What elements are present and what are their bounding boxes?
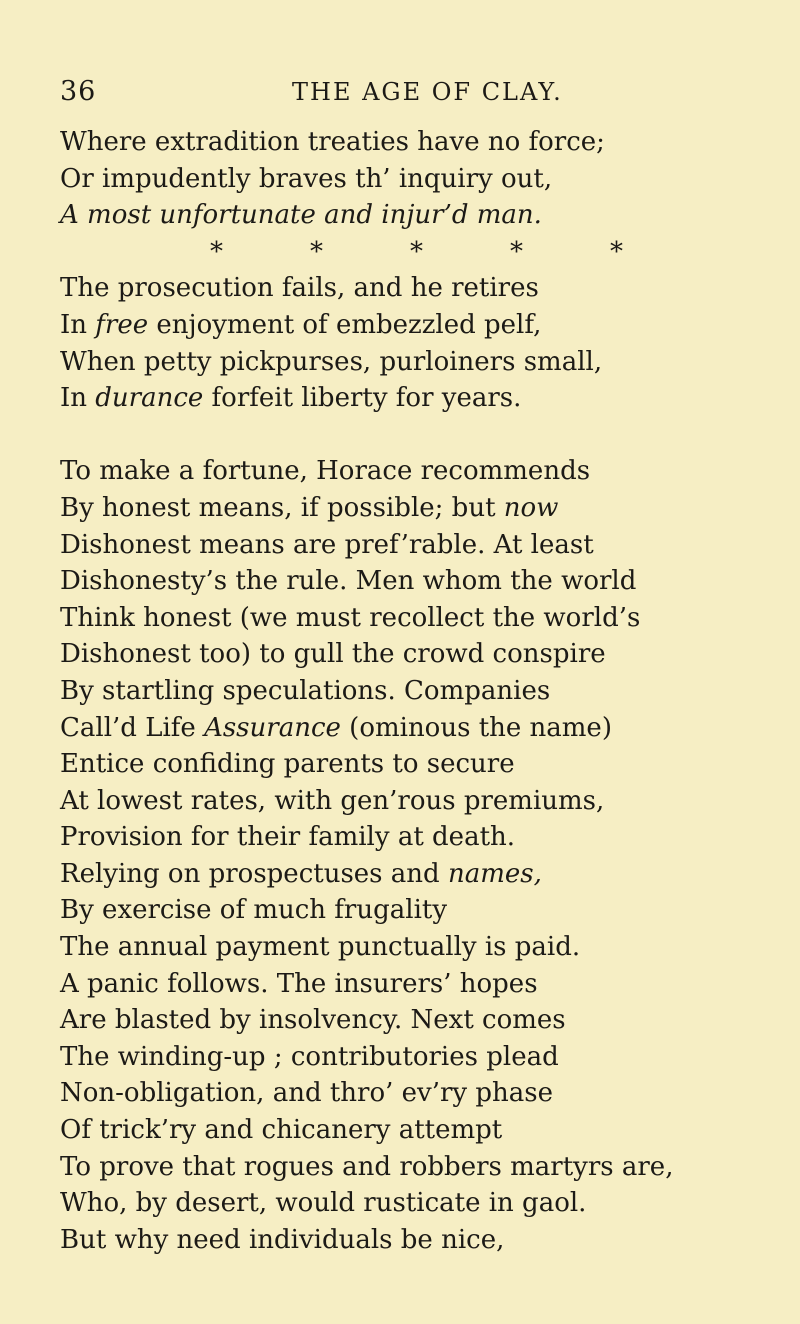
verse-line <box>60 527 780 564</box>
italic-text: free <box>95 309 149 340</box>
stanza-3 <box>60 453 780 1258</box>
verse-line <box>60 673 780 710</box>
verse-line <box>60 344 780 381</box>
verse-line <box>60 453 780 490</box>
italic-text: durance <box>95 383 204 414</box>
verse-line <box>60 490 780 527</box>
line-text: Of trick’ry and chicanery attempt <box>60 1115 503 1146</box>
asterisk: * <box>210 236 223 267</box>
verse-line <box>60 636 780 673</box>
stanza-2 <box>60 270 780 416</box>
line-text: Are blasted by insolvency. Next comes <box>60 1005 566 1036</box>
italic-text: A most unfortunate and injur’d man. <box>60 200 542 231</box>
line-text: Think honest (we must recollect the world’s <box>60 602 641 633</box>
line-text: In <box>60 309 96 340</box>
asterisk: * <box>610 236 623 267</box>
verse-line <box>60 819 780 856</box>
line-text: forfeit liberty for years. <box>203 383 522 414</box>
line-text: To make a fortune, Horace recommends <box>60 456 591 487</box>
stanza-1 <box>60 124 780 234</box>
line-text: To prove that rogues and robbers martyrs are, <box>60 1151 674 1182</box>
line-text: At lowest rates, with gen’rous premiums, <box>60 785 605 816</box>
italic-text: names, <box>447 858 542 889</box>
verse-line <box>60 929 780 966</box>
poem-body <box>60 124 780 1258</box>
line-text: By honest means, if possible; but <box>60 492 504 523</box>
verse-line <box>60 892 780 929</box>
asterism <box>60 234 780 271</box>
italic-text: Assurance <box>204 712 341 743</box>
verse-line <box>60 1075 780 1112</box>
verse-line <box>60 710 780 747</box>
line-text: Non-obligation, and thro’ ev’ry phase <box>60 1078 553 1109</box>
verse-line <box>60 1002 780 1039</box>
line-text: The winding-up ; contributories plead <box>60 1041 559 1072</box>
verse-line <box>60 1149 780 1186</box>
line-text: But why need individuals be nice, <box>60 1224 505 1255</box>
line-text: Entice confiding parents to secure <box>60 749 515 780</box>
verse-line <box>60 1039 780 1076</box>
page-header <box>0 76 800 112</box>
line-text: By exercise of much frugality <box>60 895 448 926</box>
line-text: Who, by desert, would rusticate in gaol. <box>60 1188 587 1219</box>
line-text: Where extradition treaties have no force; <box>60 127 605 157</box>
running-head: THE AGE OF CLAY. <box>292 78 563 106</box>
line-text: In <box>60 383 96 414</box>
line-text: Relying on prospectuses and <box>60 858 448 889</box>
line-text: By startling speculations. Companies <box>60 675 551 706</box>
line-text: Dishonesty’s the rule. Men whom the world <box>60 566 637 597</box>
line-text: Or impudently braves th’ inquiry out, <box>60 163 553 194</box>
verse-line <box>60 1185 780 1222</box>
asterisk: * <box>410 236 423 267</box>
verse-line <box>60 746 780 783</box>
line-text: Call’d Life <box>60 712 205 743</box>
verse-line <box>60 197 780 234</box>
line-text: Dishonest too) to gull the crowd conspire <box>60 639 606 670</box>
asterisk: * <box>510 236 523 267</box>
stanza-break <box>60 417 780 454</box>
verse-line <box>60 600 780 637</box>
line-text: A panic follows. The insurers’ hopes <box>60 968 538 999</box>
verse-line <box>60 270 780 307</box>
asterisk: * <box>310 236 323 267</box>
verse-line <box>60 307 780 344</box>
verse-line <box>60 161 780 198</box>
verse-line <box>60 124 780 161</box>
line-text: (ominous the name) <box>340 712 612 743</box>
verse-line <box>60 563 780 600</box>
line-text: The annual payment punctually is paid. <box>60 932 581 963</box>
verse-line <box>60 783 780 820</box>
verse-line <box>60 856 780 893</box>
line-text: Provision for their family at death. <box>60 822 516 853</box>
verse-line <box>60 1112 780 1149</box>
line-text: When petty pickpurses, purloiners small, <box>60 346 603 377</box>
italic-text: now <box>503 492 559 523</box>
line-text: The prosecution fails, and he retires <box>60 273 539 304</box>
verse-line <box>60 380 780 417</box>
verse-line <box>60 966 780 1003</box>
line-text: Dishonest means are pref’rable. At least <box>60 529 594 560</box>
line-text: enjoyment of embezzled pelf, <box>148 309 542 340</box>
page-number: 36 <box>60 76 97 107</box>
verse-line <box>60 1222 780 1259</box>
